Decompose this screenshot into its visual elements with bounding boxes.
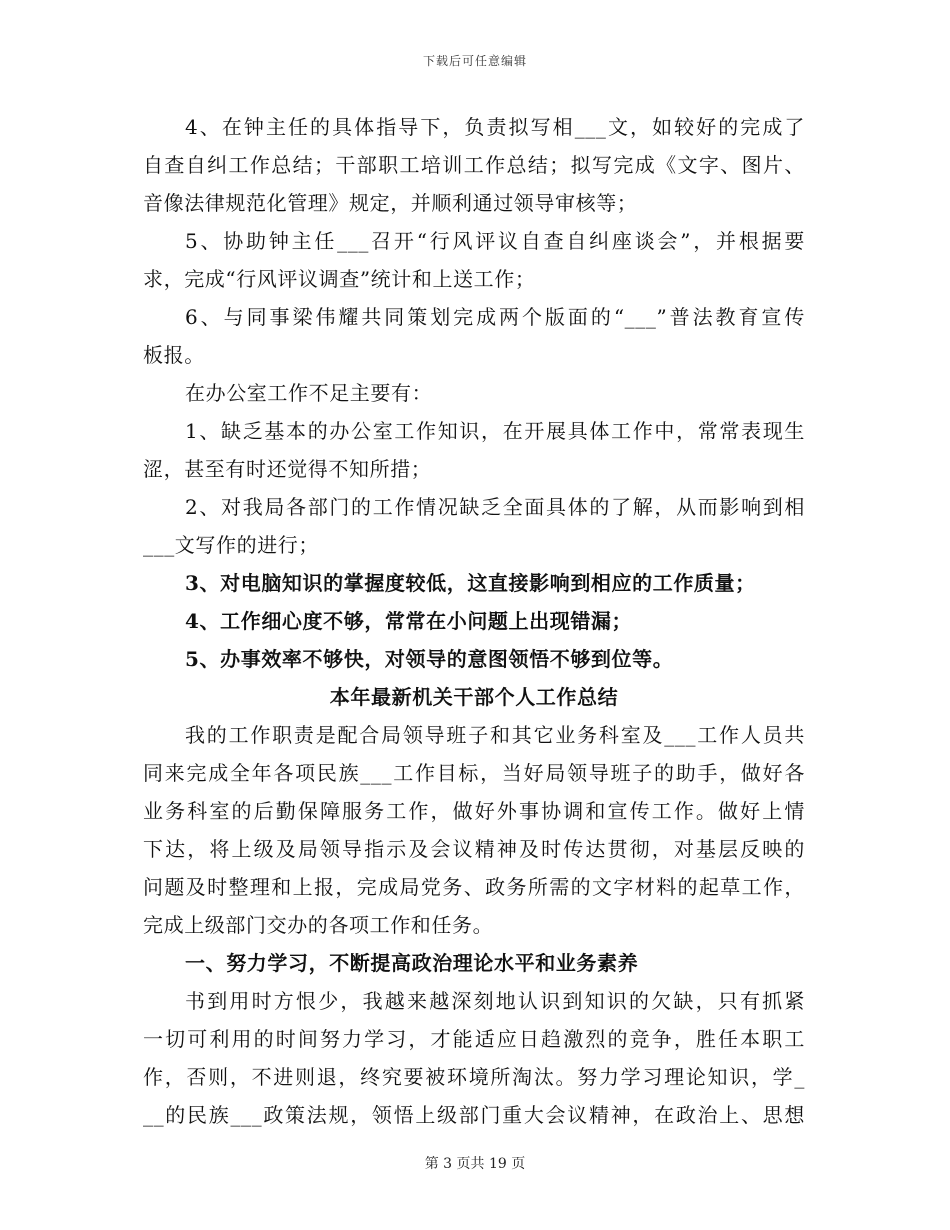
text-line: 业务科室的后勤保障服务工作，做好外事协调和宣传工作。做好上情 — [143, 799, 805, 823]
section-title: 本年最新机关干部个人工作总结 — [329, 685, 619, 709]
text-line: 自查自纠工作总结；干部职工培训工作总结；拟写完成《文字、图片、 — [143, 153, 805, 177]
text-line: 6、与同事梁伟耀共同策划完成两个版面的“___”普法教育宣传 — [185, 305, 805, 329]
text-line: __的民族___政策法规，领悟上级部门重大会议精神，在政治上、思想 — [143, 1103, 805, 1127]
text-line: 同来完成全年各项民族___工作目标，当好局领导班子的助手，做好各 — [143, 761, 805, 785]
text-line: ___文写作的进行； — [143, 533, 319, 557]
text-line: 板报。 — [143, 343, 205, 367]
text-line: 在办公室工作不足主要有： — [185, 381, 433, 405]
text-line: 下达，将上级及局领导指示及会议精神及时传达贯彻，对基层反映的 — [143, 837, 805, 861]
text-line: 问题及时整理和上报，完成局党务、政务所需的文字材料的起草工作， — [143, 875, 805, 899]
text-line: 5、协助钟主任___召开“行风评议自查自纠座谈会”，并根据要 — [185, 229, 805, 253]
text-line: 求，完成“行风评议调查”统计和上送工作； — [143, 267, 536, 291]
document-body — [143, 108, 805, 1134]
text-line: 1、缺乏基本的办公室工作知识，在开展具体工作中，常常表现生 — [185, 419, 805, 443]
text-line: 音像法律规范化管理》规定，并顺利通过领导审核等； — [143, 191, 638, 215]
text-line: 一、努力学习，不断提高政治理论水平和业务素养 — [185, 951, 639, 975]
text-line: 3、对电脑知识的掌握度较低，这直接影响到相应的工作质量； — [185, 571, 756, 595]
text-line: 2、对我局各部门的工作情况缺乏全面具体的了解，从而影响到相 — [185, 495, 805, 519]
text-line: 4、在钟主任的具体指导下，负责拟写相___文，如较好的完成了 — [185, 115, 805, 139]
page-footer: 第 3 页共 19 页 — [424, 1156, 526, 1172]
text-line: 5、办事效率不够快，对领导的意图领悟不够到位等。 — [185, 647, 674, 671]
text-line: 书到用时方恨少，我越来越深刻地认识到知识的欠缺，只有抓紧 — [185, 989, 805, 1013]
text-line: 一切可利用的时间努力学习，才能适应日趋激烈的竞争，胜任本职工 — [143, 1027, 805, 1051]
text-line: 涩，甚至有时还觉得不知所措； — [143, 457, 432, 481]
text-line: 我的工作职责是配合局领导班子和其它业务科室及___工作人员共 — [185, 723, 805, 747]
text-line: 作，否则，不进则退，终究要被环境所淘汰。努力学习理论知识，学_ — [143, 1065, 805, 1089]
page-header: 下载后可任意编辑 — [422, 54, 527, 68]
text-line: 4、工作细心度不够，常常在小问题上出现错漏； — [185, 609, 633, 633]
text-line: 完成上级部门交办的各项工作和任务。 — [143, 913, 494, 937]
